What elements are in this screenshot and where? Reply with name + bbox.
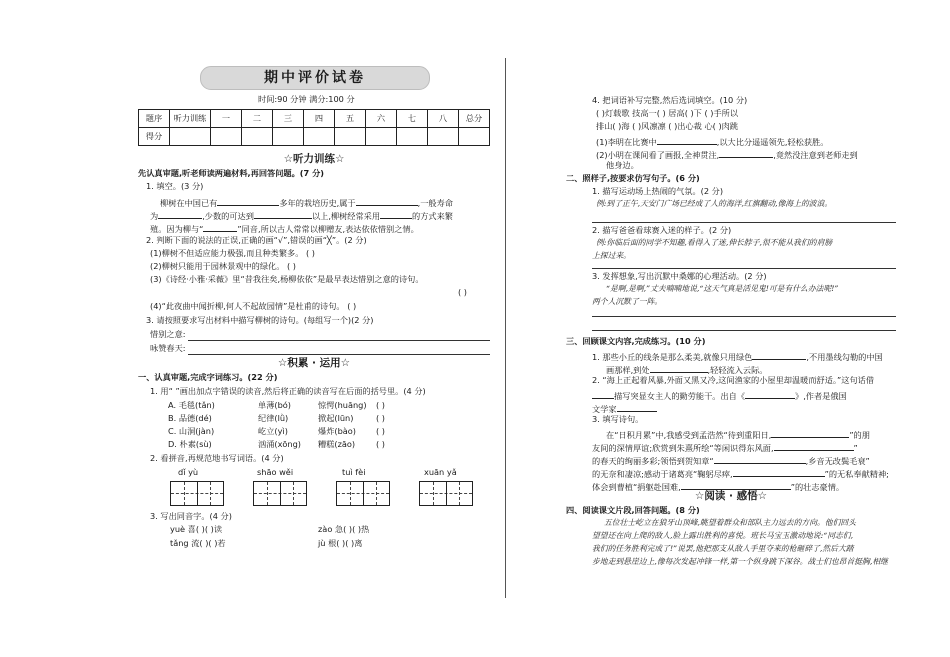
option-word: 糟糕(zāo) [318, 439, 356, 449]
q1-line-2 [150, 209, 453, 221]
homophone-item: tǎng 流( )( )若 [170, 538, 226, 548]
listening-intro: 先认真审题,听老师读两遍材料,再回答问题。(7 分) [138, 168, 325, 178]
table-cell: 得分 [139, 128, 170, 146]
q1-line-1 [160, 196, 453, 208]
text: ,轻轻流入云际。 [707, 365, 768, 375]
table-cell: 八 [428, 110, 459, 128]
passage-line: 我们的任务胜利完成了!”说罢,他把那支从敌人手里夺来的枪砸碎了,然后大踏 [592, 544, 854, 553]
blank[interactable] [752, 350, 806, 360]
passage-line: 五位壮士屹立在狼牙山顶峰,眺望着群众和部队主力远去的方向。他们回头 [604, 518, 856, 527]
table-cell: 二 [242, 110, 273, 128]
question-label: 3. 请按照要求写出材料中描写柳树的诗句。(每组写一个)(2 分) [146, 315, 374, 325]
text: 在“日积月累”中,我感受到孟浩然“待到重阳日, [606, 430, 772, 440]
blank[interactable] [745, 389, 795, 399]
answer-paren[interactable]: ( ) [376, 439, 385, 449]
question-label: 3. 填写诗句。 [592, 414, 644, 424]
option-word: 爆炸(bào) [318, 426, 356, 436]
reading-heading: ☆阅读 · 感悟☆ [694, 490, 768, 502]
right-page [506, 0, 950, 657]
text: ” [853, 443, 858, 453]
option-word: 掀起(lūn) [318, 413, 354, 423]
judge-item: (2)柳树只能用于园林景观中的绿化。 ( ) [150, 261, 297, 271]
score-table [138, 109, 490, 146]
score-cell[interactable] [366, 128, 397, 146]
question-label: 2. 判断下面的说法的正误,正确的画“√”,错误的画“╳”。(2 分) [146, 235, 367, 245]
quote-text: 两个人沉默了一阵。 [592, 297, 663, 306]
blank[interactable] [719, 148, 773, 158]
option-word: 纪律(lǜ) [258, 413, 289, 423]
score-cell[interactable] [459, 128, 490, 146]
homophone-item: jù 根( )( )离 [318, 538, 363, 548]
option-word: 汹涌(xōng) [258, 439, 302, 449]
text: 》,作者是俄国 [795, 391, 847, 401]
part-heading: 四、阅读课文片段,回答问题。(8 分) [566, 505, 700, 515]
poem-line [592, 454, 870, 466]
question-label: 3. 写出同音字。(4 分) [150, 511, 232, 521]
score-cell[interactable] [304, 128, 335, 146]
question-label: 2. 看拼音,再规范地书写词语。(4 分) [150, 453, 284, 463]
text: 友间的深情厚谊;欣赏到朱熹所绘“等闲识得东风面, [592, 443, 774, 453]
judge-paren[interactable]: ( ) [458, 287, 467, 297]
answer-line[interactable] [188, 340, 490, 341]
text: ,一般寿命 [417, 198, 453, 208]
answer-label: 咏赞春天: [150, 343, 186, 353]
text: ,不用墨线勾勒的中国 [806, 352, 883, 362]
answer-paren[interactable]: ( ) [376, 400, 385, 410]
score-cell[interactable] [428, 128, 459, 146]
text: 的春天的绚丽多彩;领悟到贺知章“ [592, 456, 714, 466]
blank[interactable] [650, 363, 708, 373]
writing-box[interactable] [253, 481, 307, 506]
text: 1. 那些小丘的线条是那么柔美,就像只用绿色 [592, 352, 753, 362]
answer-line[interactable] [592, 330, 896, 331]
text: 体会到曹植“捐躯赴国难, [592, 482, 681, 492]
fill-sentence [596, 148, 858, 160]
text: 以上,柳树经常采用 [311, 211, 381, 221]
text: ,竟然没注意到老师走到 [773, 150, 858, 160]
blank[interactable] [592, 389, 614, 399]
table-cell: 三 [273, 110, 304, 128]
text: 画那样,到处 [606, 365, 650, 375]
part-heading: 二、照样子,按要求仿写句子。(6 分) [566, 173, 700, 183]
text: (2)小明在课间看了画报,全神贯注, [596, 150, 720, 160]
option-c: C. 山洞(jàn) [168, 426, 215, 436]
text: 为 [150, 211, 159, 221]
table-cell: 听力训练 [170, 110, 211, 128]
blank[interactable] [681, 480, 791, 490]
score-cell[interactable] [170, 128, 211, 146]
option-word: 惊愕(huāng) [318, 400, 367, 410]
table-cell: 题序 [139, 110, 170, 128]
text: 文学家 [592, 404, 617, 414]
table-row [139, 128, 490, 146]
text: 殖。因为柳与“ [150, 224, 204, 234]
text: ”的无私奉献精神; [824, 469, 889, 479]
question-label: 1. 描写运动场上热闹的气氛。(2 分) [592, 186, 724, 196]
question-label: 4. 把词语补写完整,然后选词填空。(10 分) [592, 95, 748, 105]
recall-item [592, 402, 657, 414]
table-cell: 四 [304, 110, 335, 128]
text: ,少数的可达到 [202, 211, 254, 221]
text: ,以大比分遥遥领先,轻松获胜。 [716, 137, 829, 147]
text: ,乡音无改鬓毛衰” [805, 456, 870, 466]
homophone-item: yuè 喜( )( )读 [170, 524, 223, 534]
pinyin-label: xuān yǎ [424, 467, 457, 477]
option-d: D. 朴素(sù) [168, 439, 212, 449]
exam-meta: 时间:90 分钟 满分:100 分 [258, 94, 355, 104]
option-b: B. 品德(dé) [168, 413, 212, 423]
table-cell: 六 [366, 110, 397, 128]
text: ”的朋 [849, 430, 870, 440]
score-cell[interactable] [211, 128, 242, 146]
fill-sentence-end: 他身边。 [606, 160, 639, 170]
answer-line[interactable] [592, 316, 896, 317]
question-label: 3. 发挥想象,写出沉默中桑娜的心理活动。(2 分) [592, 271, 767, 281]
writing-box[interactable] [170, 481, 224, 506]
judge-item: (1)柳树不但适应能力极强,而且种类繁多。 ( ) [150, 248, 315, 258]
idiom-row: ( )灯载歌 技高一( ) 居高( )下 ( )手所以 [596, 108, 739, 118]
pinyin-label: dǐ yù [178, 467, 199, 477]
answer-paren[interactable]: ( ) [376, 413, 385, 423]
answer-line[interactable] [592, 222, 896, 223]
table-cell: 七 [397, 110, 428, 128]
blank[interactable] [714, 454, 806, 464]
answer-label: 惜别之意: [150, 329, 186, 339]
part-heading: 三、回顾课文内容,完成练习。(10 分) [566, 336, 706, 346]
blank[interactable] [617, 402, 657, 412]
score-cell[interactable] [242, 128, 273, 146]
answer-line[interactable] [188, 354, 490, 355]
blank[interactable] [203, 222, 237, 232]
text: ”同音,所以古人常常以柳赠友,表达依依惜别之情。 [237, 224, 419, 234]
recall-item [592, 350, 883, 362]
listening-heading: ☆听力训练☆ [283, 153, 345, 165]
recall-item [606, 363, 767, 375]
question-label: 2. 描写爸爸看球赛入迷的样子。(2 分) [592, 225, 732, 235]
text: 的方式来繁 [412, 211, 453, 221]
writing-box[interactable] [419, 481, 473, 506]
option-a: A. 毛毯(tǎn) [168, 400, 215, 410]
table-cell: 五 [335, 110, 366, 128]
blank[interactable] [733, 467, 825, 477]
blank[interactable] [217, 196, 279, 206]
blank[interactable] [356, 196, 418, 206]
blank[interactable] [254, 209, 312, 219]
blank[interactable] [774, 441, 854, 451]
text: ”的壮志豪情。 [790, 482, 845, 492]
idiom-row: 排山( )海 ( )风凛凛 ( )出心裁 心( )肉跳 [596, 121, 739, 131]
table-cell: 总分 [459, 110, 490, 128]
pinyin-label: shāo wěi [257, 467, 294, 477]
answer-paren[interactable]: ( ) [376, 426, 385, 436]
blank[interactable] [158, 209, 202, 219]
blank[interactable] [771, 428, 849, 438]
q1-line-3 [150, 222, 419, 234]
example-text: 例:你临后面的同学不知趣,看得入了迷,伸长脖子,很不能从我们的肩膀 [596, 238, 833, 247]
writing-box[interactable] [336, 481, 390, 506]
exam-title: 期中评价试卷 [200, 66, 430, 90]
answer-line[interactable] [592, 268, 896, 269]
poem-line [592, 441, 858, 453]
passage-line: 望望还在向上爬的敌人,脸上露出胜利的喜悦。班长马宝玉激动地说:“同志们, [592, 531, 854, 540]
text: 柳树在中国已有 [160, 198, 218, 208]
recall-item [592, 389, 847, 401]
judge-item: (4)“此夜曲中闻折柳,何人不起故园情”是杜甫的诗句。 ( ) [150, 301, 357, 311]
example-text: 例:到了正午,天安门广场已经成了人的海洋,红旗翻动,像海上的波浪。 [596, 199, 833, 208]
table-cell: 一 [211, 110, 242, 128]
score-cell[interactable] [397, 128, 428, 146]
accum-heading: ☆积累 · 运用☆ [277, 357, 351, 369]
example-text: 上探过来。 [592, 251, 631, 260]
poem-line [592, 467, 889, 479]
fill-sentence [596, 135, 828, 147]
option-word: 单薄(bó) [258, 400, 291, 410]
blank[interactable] [657, 135, 717, 145]
part-heading: 一、认真审题,完成字词练习。(22 分) [138, 372, 278, 382]
option-word: 屹立(yì) [258, 426, 288, 436]
text: (1)李明在比赛中 [596, 137, 657, 147]
text: 的无奈和凄凉;感动于诸葛亮“鞠躬尽瘁, [592, 469, 733, 479]
pinyin-label: tuì fèi [342, 467, 366, 477]
quote-text: “是啊,是啊,”丈夫喃喃地说,“这天气真是活见鬼!可是有什么办法呢!” [606, 284, 839, 293]
judge-item: (3)《诗经·小雅·采薇》里“昔我往矣,杨柳依依”是最早表达惜别之意的诗句。 [150, 274, 424, 284]
poem-line [606, 428, 870, 440]
homophone-item: zào 急( )( )热 [318, 524, 370, 534]
blank[interactable] [380, 209, 412, 219]
text: 多年的栽培历史,属于 [279, 198, 356, 208]
table-row [139, 110, 490, 128]
score-cell[interactable] [273, 128, 304, 146]
score-cell[interactable] [335, 128, 366, 146]
text: 描写突显女主人的勤劳能干。出自《 [614, 391, 746, 401]
passage-line: 步地走到悬崖边上,像每次发起冲锋一样,第一个纵身跳下深谷。战士们也昂首挺胸,相继 [592, 557, 888, 566]
question-label: 1. 用“ ”画出加点字错误的读音,然后将正确的读音写在后面的括号里。(4 分) [150, 386, 426, 396]
recall-item: 2. “海上正起着风暴,外面又黑又冷,这间渔家的小屋里却温暖而舒适。”这句话借 [592, 375, 875, 385]
question-label: 1. 填空。(3 分) [146, 181, 204, 191]
